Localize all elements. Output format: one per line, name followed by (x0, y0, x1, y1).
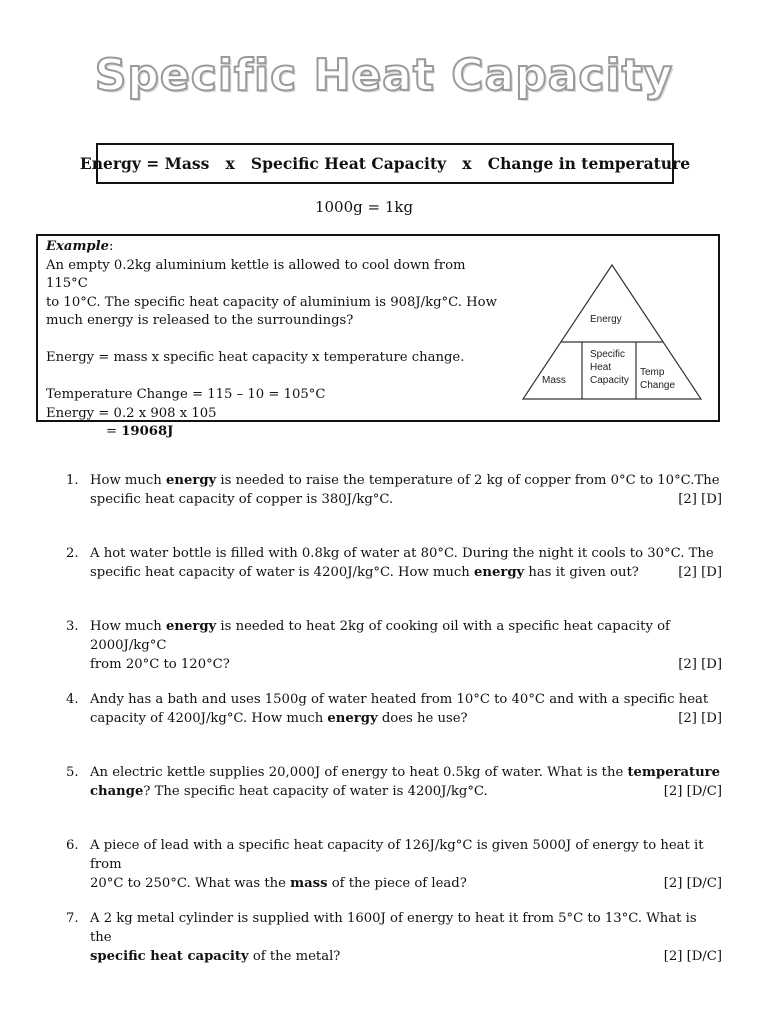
question-text-part: How much (90, 619, 166, 634)
question-text (90, 544, 722, 582)
question-marks: [2] [D/C] (663, 876, 722, 891)
question-marks: [2] [D] (678, 565, 722, 580)
question-marks: [2] [D] (678, 711, 722, 726)
triangle-shc-label-2: Heat (590, 362, 612, 373)
question-text-part: does he use? (377, 711, 468, 726)
example-temp-change: Temperature Change = 115 – 10 = 105°C (46, 387, 326, 402)
question-keyword: energy (327, 711, 378, 726)
question-text-part: of the metal? (248, 949, 341, 964)
question-keyword: energy (166, 473, 217, 488)
question-text-part: has it given out? (524, 565, 639, 580)
question-text (90, 909, 722, 966)
example-label: Example (46, 239, 110, 254)
question-text-part: capacity of 4200J/kg°C. How much (90, 711, 328, 726)
question-item (66, 763, 722, 801)
formula-box (79, 143, 691, 184)
question-keyword: specific heat capacity (90, 949, 249, 964)
question-number: 7. (66, 911, 79, 926)
unit-conversion: 1000g = 1kg (314, 198, 414, 216)
question-text-part: A piece of lead with a specific heat capacity of 126J/kg°C is given 5000J of energy to heat it from (90, 838, 704, 872)
question-marks: [2] [D/C] (663, 784, 722, 799)
example-energy-calc: Energy = 0.2 x 908 x 105 (46, 405, 217, 421)
question-number: 2. (66, 546, 79, 561)
example-problem-line-3: much energy is released to the surroundings? (46, 313, 354, 328)
question-item (66, 617, 722, 674)
question-keyword: change (90, 784, 144, 799)
formula-text: Energy = Mass x Specific Heat Capacity x Change in temperature (79, 154, 691, 173)
question-number: 3. (66, 619, 79, 634)
question-keyword: energy (474, 565, 525, 580)
triangle-mass-label: Mass (542, 375, 566, 386)
question-text-part: ? The specific heat capacity of water is 4200J/kg°C. (143, 784, 488, 799)
page-title: Specific Heat Capacity (94, 50, 674, 101)
energy-triangle-diagram (520, 262, 704, 404)
question-text-part: An electric kettle supplies 20,000J of energy to heat 0.5kg of water. What is the (90, 765, 628, 780)
question-text (90, 471, 722, 509)
question-marks: [2] [D] (678, 492, 722, 507)
question-text-part: How much (90, 473, 166, 488)
example-heading (46, 238, 506, 257)
triangle-temp-label-2: Change (640, 380, 676, 391)
example-problem-line-1: An empty 0.2kg aluminium kettle is allowed to cool down from 115°C (46, 257, 466, 291)
example-box (36, 234, 720, 439)
question-text-part: of the piece of lead? (327, 876, 467, 891)
question-marks: [2] [D] (678, 657, 722, 672)
question-keyword: mass (290, 876, 328, 891)
example-result: 19068J (121, 424, 174, 439)
question-text-part: specific heat capacity of copper is 380J/kg°C. (90, 492, 394, 507)
question-text (90, 690, 722, 728)
question-number: 6. (66, 838, 79, 853)
example-text (46, 238, 506, 442)
example-label-suffix: : (109, 239, 114, 254)
question-text (90, 763, 722, 801)
triangle-shc-label-3: Capacity (590, 375, 629, 386)
example-problem-line-2: to 10°C. The specific heat capacity of aluminium is 908J/kg°C. How (46, 294, 497, 310)
question-item (66, 836, 722, 893)
question-text-part: Andy has a bath and uses 1500g of water heated from 10°C to 40°C and with a specific heat (90, 692, 709, 707)
question-text-part: specific heat capacity of water is 4200J/kg°C. How much (90, 565, 474, 580)
question-keyword: temperature (627, 765, 721, 780)
example-result-prefix: = (106, 424, 122, 439)
question-item (66, 544, 722, 582)
question-text-part: from 20°C to 120°C? (90, 657, 230, 672)
triangle-temp-label-1: Temp (640, 367, 665, 378)
question-text-part: is needed to heat 2kg of cooking oil with a specific heat capacity of 2000J/kg°C (90, 619, 670, 653)
question-keyword: energy (166, 619, 217, 634)
example-equation: Energy = mass x specific heat capacity x temperature change. (46, 350, 465, 365)
question-number: 5. (66, 765, 79, 780)
question-item (66, 909, 722, 966)
example-result-line (46, 423, 506, 442)
question-text-part: A hot water bottle is filled with 0.8kg of water at 80°C. During the night it cools to 30°C. The (90, 546, 714, 561)
question-text-part: A 2 kg metal cylinder is supplied with 1600J of energy to heat it from 5°C to 13°C. What is the (90, 911, 697, 945)
question-number: 1. (66, 473, 79, 488)
question-text (90, 617, 722, 674)
triangle-shc-label-1: Specific (590, 349, 626, 360)
question-text-part: is needed to raise the temperature of 2 kg of copper from 0°C to 10°C.The (216, 473, 720, 488)
question-number: 4. (66, 692, 79, 707)
triangle-energy-label: Energy (590, 314, 622, 325)
question-text-part: 20°C to 250°C. What was the (90, 876, 291, 891)
question-item (66, 690, 722, 728)
question-marks: [2] [D/C] (663, 949, 722, 964)
question-text (90, 836, 722, 893)
question-item (66, 471, 722, 509)
